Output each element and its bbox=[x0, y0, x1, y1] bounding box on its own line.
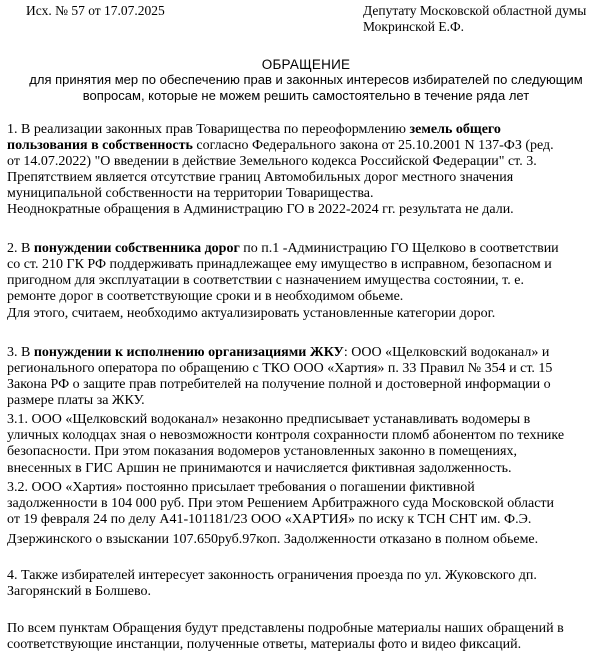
outgoing-number: Исх. № 57 от 17.07.2025 bbox=[26, 3, 165, 18]
document-title: ОБРАЩЕНИЕ bbox=[261, 57, 351, 72]
point-3-2-line-2: задолженности в 104 000 руб. При этом Решением Арбитражного суда Московской области bbox=[7, 496, 555, 511]
text-run: 1. В реализации законных прав Товарищества по переоформлению bbox=[7, 122, 410, 137]
point-1-line-4: Препятствием является отсутствие границ Автомобильных дорог местного значения bbox=[7, 170, 514, 185]
point-2-line-2: со ст. 210 ГК РФ поддерживать принадлежащее ему имущество в исправном, безопасном и bbox=[7, 257, 552, 272]
point-3-line-4: размере платы за ЖКУ. bbox=[7, 393, 145, 408]
point-2-line-3: пригодном для эксплуатации в соответствии с назначением имущества состоянии, т. е. bbox=[7, 273, 524, 288]
subtitle-line-1: для принятия мер по обеспечению прав и законных интересов избирателей по следующим bbox=[29, 72, 583, 87]
point-1-line-2 bbox=[7, 138, 554, 154]
point-1-line-6: Неоднократные обращения в Администрацию ГО в 2022-2024 гг. результата не дали. bbox=[7, 202, 514, 217]
recipient-line-1: Депутату Московской областной думы bbox=[363, 3, 587, 18]
recipient-block bbox=[363, 3, 586, 35]
point-2-line-4: ремонте дорог в соответствующие сроки и в необходимом обьеме. bbox=[7, 289, 404, 304]
point-3-1-line-2: уличных колодцах зная о невозможности контроля сохранности пломб абонентом по технике bbox=[7, 428, 565, 443]
point-3-1-line-3: безопасности. При этом показания водомеров установленных законно в помещениях, bbox=[7, 444, 517, 459]
point-2-line-1 bbox=[7, 241, 559, 257]
point-3-1-line-4: внесенных в ГИС Аршин не принимаются и начисляется фиктивная задолженность. bbox=[7, 461, 512, 476]
point-4-line-2: Загорянский в Болшево. bbox=[7, 584, 152, 599]
bold-run: земель общего bbox=[409, 122, 501, 137]
bold-run: понуждении к исполнению организациями ЖКУ bbox=[33, 345, 344, 360]
point-4-line-1: 4. Также избирателей интересует законность ограничения проезда по ул. Жуковского дп. bbox=[7, 568, 537, 583]
bold-run: пользования в собственность bbox=[7, 138, 193, 153]
text-run: по п.1 -Администрацию ГО Щелково в соответствии bbox=[239, 241, 559, 256]
closing-line-1: По всем пунктам Обращения будут представлены подробные материалы наших обращений в bbox=[7, 621, 564, 636]
point-3-line-1 bbox=[7, 345, 549, 361]
document-subtitle bbox=[0, 72, 612, 104]
bold-run: понуждении собственника дорог bbox=[33, 241, 240, 256]
text-run: : ООО «Щелковский водоканал» и bbox=[343, 345, 550, 360]
text-run: согласно Федерального закона от 25.10.2001 N 137-ФЗ (ред. bbox=[192, 138, 554, 153]
point-3-2-line-4: Дзержинского о взыскании 107.650руб.97коп. Задолженности отказано в полном обьеме. bbox=[7, 532, 539, 547]
recipient-line-2: Мокринской Е.Ф. bbox=[363, 19, 465, 34]
subtitle-line-2: вопросам, которые не можем решить самостоятельно в течение ряда лет bbox=[82, 88, 530, 103]
text-run: 3. В bbox=[7, 345, 34, 360]
point-3-line-3: Закона РФ о защите прав потребителей на получение полной и достоверной информации о bbox=[7, 377, 551, 392]
point-3-1-line-1: 3.1. ООО «Щелковский водоканал» незаконно предписывает устанавливать водомеры в bbox=[7, 412, 531, 427]
closing-line-2: соответствующие инстанции, полученные ответы, материалы фото и видео фиксаций. bbox=[7, 637, 522, 652]
text-run: 2. В bbox=[7, 241, 34, 256]
point-3-2-line-3: от 19 февраля 24 по делу А41-101181/23 ООО «ХАРТИЯ» по иску к ТСН СНТ им. Ф.Э. bbox=[7, 512, 532, 527]
point-3-line-2: регионального оператора по обращению с ТКО ООО «Хартия» п. 33 Правил № 354 и ст. 15 bbox=[7, 361, 553, 376]
point-1-line-1 bbox=[7, 122, 501, 138]
point-3-2-line-1: 3.2. ООО «Хартия» постоянно присылает требования о погашении фиктивной bbox=[7, 480, 475, 495]
point-2-line-5: Для этого, считаем, необходимо актуализировать установленные категории дорог. bbox=[7, 306, 496, 321]
point-1-line-3: от 14.07.2022) "О введении в действие Земельного кодекса Российской Федерации" ст. 3. bbox=[7, 154, 537, 169]
point-1-line-5: муниципальной собственности на территории Товарищества. bbox=[7, 186, 374, 201]
